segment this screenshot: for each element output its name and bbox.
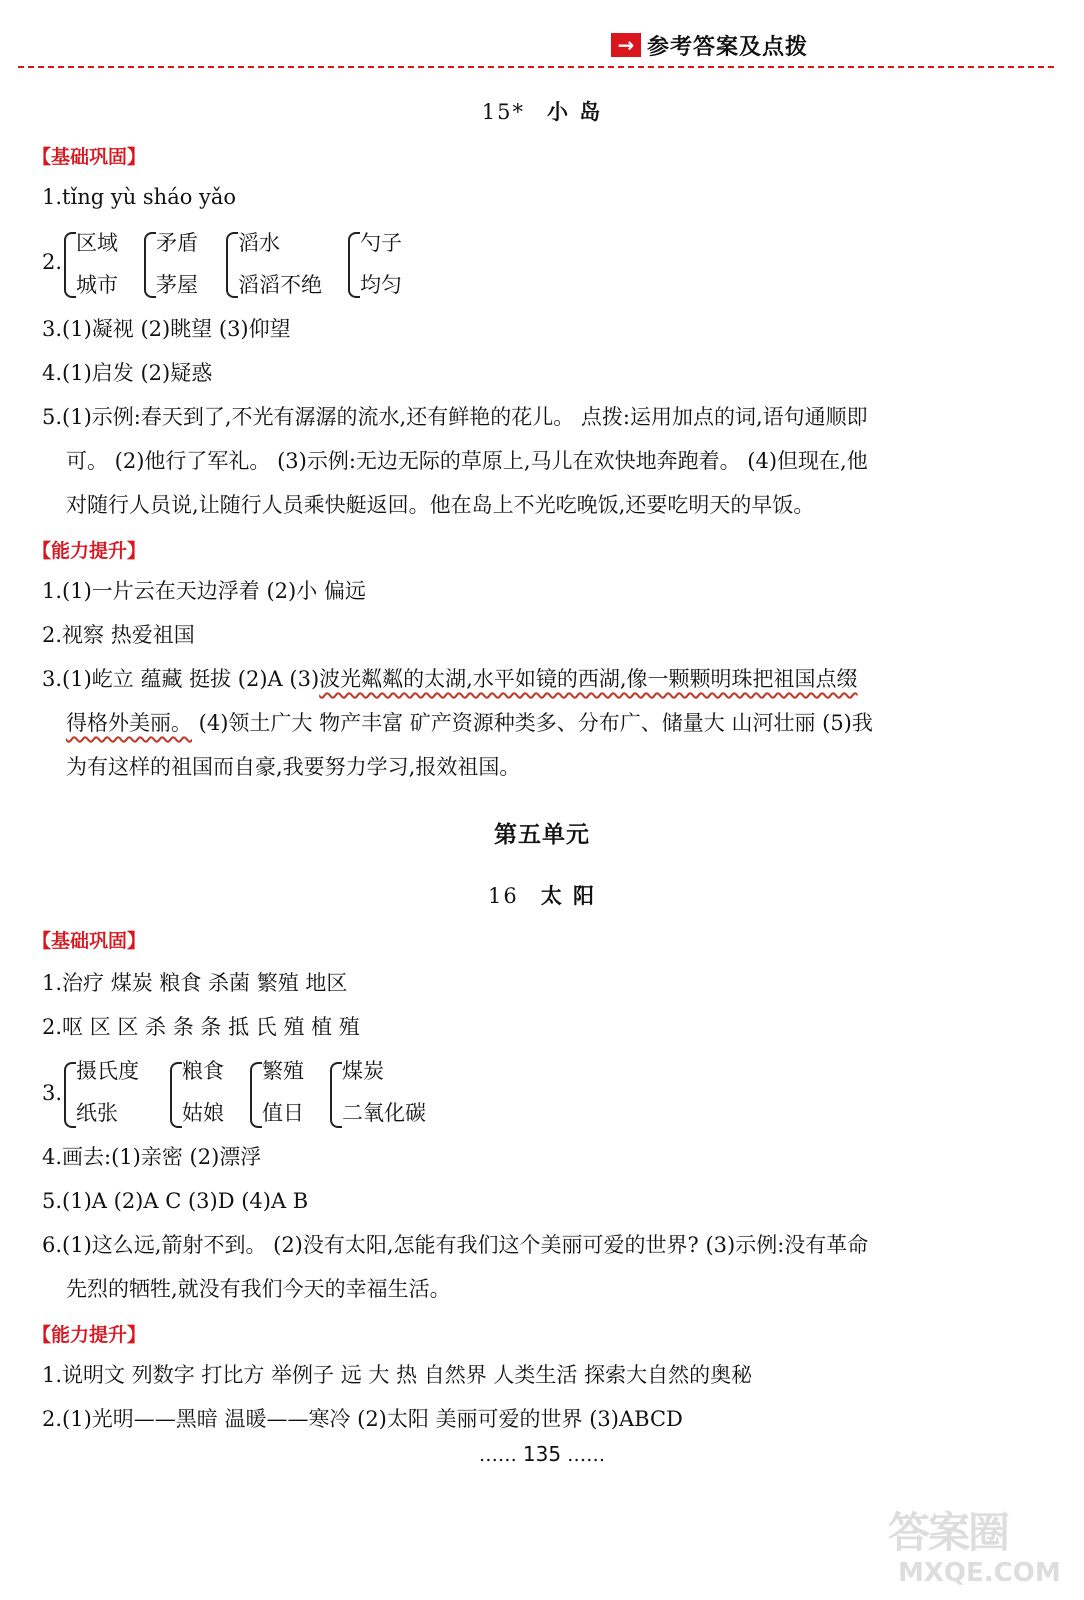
answer-line: 4.(1)启发 (2)疑惑: [42, 361, 213, 385]
answer-text: (4)领土广大 物产丰富 矿产资源种类多、分布广、储量大 山河壮丽 (5)我: [192, 711, 873, 735]
brace: [330, 1062, 342, 1128]
answer-line: 2.视察 热爱祖国: [42, 623, 195, 647]
answer-line: [42, 666, 858, 692]
watermark-url: MXQE.COM: [898, 1558, 1061, 1588]
answer-line: 1.治疗 煤炭 粮食 杀菌 繁殖 地区: [42, 971, 348, 995]
word-group-item: 城市: [76, 273, 118, 297]
brace: [64, 232, 76, 298]
lesson15-title: [0, 96, 1084, 126]
header-title: 参考答案及点拨: [647, 34, 809, 60]
brace: [170, 1062, 182, 1128]
word-group-item: 繁殖: [262, 1059, 304, 1083]
word-group-item: 区域: [76, 231, 118, 255]
watermark-text: 答案圈: [888, 1508, 1009, 1557]
question-label: 2.: [42, 250, 63, 274]
brace: [348, 232, 360, 298]
page-footer: [0, 1442, 1084, 1466]
word-group-item: 滔滔不绝: [238, 273, 322, 297]
word-group-item: 勺子: [360, 231, 402, 255]
section-tag-improve: 【能力提升】: [32, 1324, 147, 1346]
lesson15-name: 小 岛: [546, 99, 603, 124]
footer-dots: ……: [567, 1444, 606, 1466]
answer-line: 4.画去:(1)亲密 (2)漂浮: [42, 1145, 262, 1169]
word-group-item: 摄氏度: [76, 1059, 139, 1083]
word-group-item: 茅屋: [156, 273, 198, 297]
header-divider: [18, 66, 1054, 68]
unit-title: 第五单元: [494, 821, 590, 848]
page-header: [611, 30, 808, 60]
brace: [144, 232, 156, 298]
section-tag-basic: 【基础巩固】: [32, 146, 147, 168]
watermark-logo: [888, 1500, 1068, 1595]
answer-line: 2.呕 区 区 杀 条 条 抵 氏 殖 植 殖: [42, 1015, 360, 1039]
answer-line: 1.(1)一片云在天边浮着 (2)小 偏远: [42, 579, 366, 603]
answer-line: 5.(1)示例:春天到了,不光有潺潺的流水,还有鲜艳的花儿。 点拨:运用加点的词,语句通顺即: [42, 405, 868, 429]
brace: [250, 1062, 262, 1128]
answer-line: 为有这样的祖国而自豪,我要努力学习,报效祖国。: [66, 755, 521, 779]
question-label: 3.: [42, 1081, 63, 1105]
lesson15-number: 15*: [481, 100, 525, 124]
answer-line: 3.(1)凝视 (2)眺望 (3)仰望: [42, 317, 291, 341]
lesson16-number: 16: [487, 884, 519, 908]
footer-dots: ……: [478, 1444, 517, 1466]
answer-text: 3.(1)屹立 蕴藏 挺拔 (2)A (3): [42, 667, 320, 691]
word-group-item: 姑娘: [182, 1101, 224, 1125]
section-tag-basic: 【基础巩固】: [32, 930, 147, 952]
answer-line: 5.(1)A (2)A C (3)D (4)A B: [42, 1189, 309, 1213]
wavy-underlined-text: 得格外美丽。: [66, 711, 192, 735]
brace: [226, 232, 238, 298]
answer-line: 对随行人员说,让随行人员乘快艇返回。他在岛上不光吃晚饭,还要吃明天的早饭。: [66, 493, 815, 517]
word-group-item: 滔水: [238, 231, 280, 255]
brace: [64, 1062, 76, 1128]
word-group-item: 矛盾: [156, 231, 198, 255]
lesson16-name: 太 阳: [540, 883, 597, 908]
answer-line: 可。 (2)他行了军礼。 (3)示例:无边无际的草原上,马儿在欢快地奔跑着。 (4)但现在,他: [66, 449, 868, 473]
answer-line: 2.(1)光明——黑暗 温暖——寒冷 (2)太阳 美丽可爱的世界 (3)ABCD: [42, 1407, 683, 1431]
section-tag-improve: 【能力提升】: [32, 540, 147, 562]
word-group-item: 二氧化碳: [342, 1101, 426, 1125]
answer-line: 先烈的牺牲,就没有我们今天的幸福生活。: [66, 1277, 451, 1301]
answer-line: 1.tǐng yù sháo yǎo: [42, 185, 237, 209]
answer-line: [66, 710, 873, 736]
word-group-item: 煤炭: [342, 1059, 384, 1083]
arrow-icon: →: [611, 33, 641, 57]
word-group-item: 纸张: [76, 1101, 118, 1125]
wavy-underlined-text: 波光粼粼的太湖,水平如镜的西湖,像一颗颗明珠把祖国点缀: [319, 667, 858, 691]
word-group-item: 均匀: [360, 273, 402, 297]
word-group-item: 粮食: [182, 1059, 224, 1083]
answer-line: 1.说明文 列数字 打比方 举例子 远 大 热 自然界 人类生活 探索大自然的奥秘: [42, 1363, 753, 1387]
lesson16-title: [0, 880, 1084, 910]
page-number: 135: [522, 1442, 562, 1466]
answer-line: 6.(1)这么远,箭射不到。 (2)没有太阳,怎能有我们这个美丽可爱的世界? (3)示例:没有革命: [42, 1233, 869, 1257]
word-group-item: 值日: [262, 1101, 304, 1125]
